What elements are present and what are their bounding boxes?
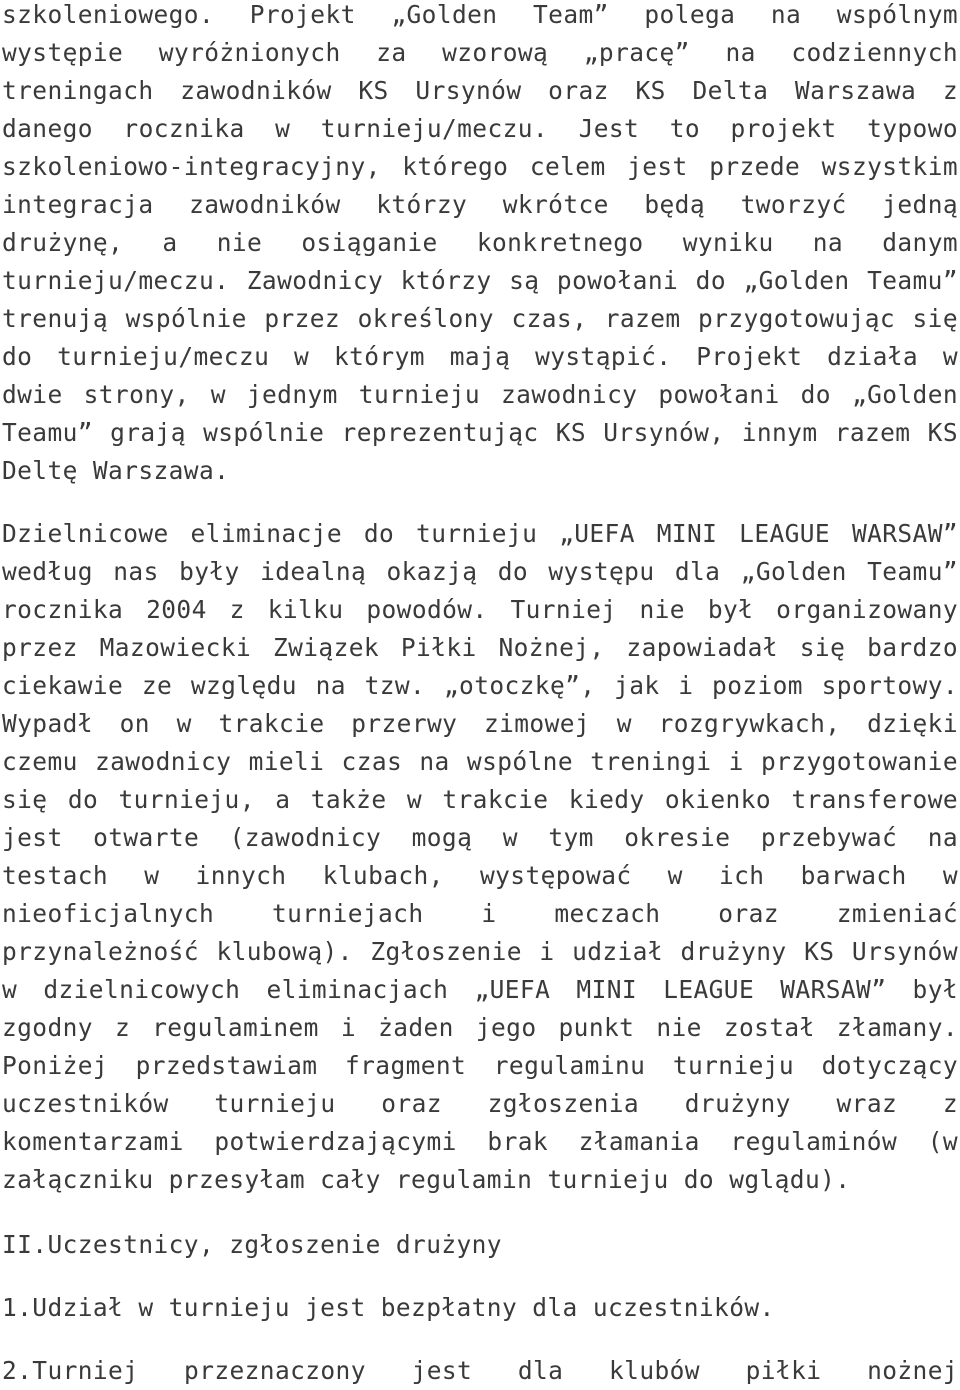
text-line: Teamu” grają wspólnie reprezentując KS Ursynów, innym razem KS <box>2 418 958 447</box>
text-line: komentarzami potwierdzającymi brak złamania regulaminów (w <box>2 1127 958 1156</box>
text-line: ciekawie ze względu na tzw. „otoczkę”, jak i poziom sportowy. <box>2 671 958 700</box>
text-line: testach w innych klubach, występować w ich barwach w <box>2 861 958 890</box>
paragraph-uefa-mini-league <box>2 515 958 1199</box>
text-line: według nas były idealną okazją do występu dla „Golden Teamu” <box>2 557 958 586</box>
text-line: trenują wspólnie przez określony czas, razem przygotowując się <box>2 304 958 333</box>
text-line: dwie strony, w jednym turnieju zawodnicy powołani do „Golden <box>2 380 958 409</box>
text-line: szkoleniowo-integracyjny, którego celem jest przede wszystkim <box>2 152 958 181</box>
text-line: się do turnieju, a także w trakcie kiedy okienko transferowe <box>2 785 958 814</box>
text-line: drużynę, a nie osiąganie konkretnego wyniku na danym <box>2 228 958 257</box>
list-item-2 <box>2 1352 958 1390</box>
text-line: w dzielnicowych eliminacjach „UEFA MINI LEAGUE WARSAW” był <box>2 975 958 1004</box>
text-line: Dzielnicowe eliminacje do turnieju „UEFA MINI LEAGUE WARSAW” <box>2 519 958 548</box>
text-line: integracja zawodników którzy wkrótce będą tworzyć jedną <box>2 190 958 219</box>
text-line: występie wyróżnionych za wzorową „pracę” na codziennych <box>2 38 958 67</box>
text-line: Wypadł on w trakcie przerwy zimowej w rozgrywkach, dzięki <box>2 709 958 738</box>
text-line: treningach zawodników KS Ursynów oraz KS Delta Warszawa z <box>2 76 958 105</box>
text-line: do turnieju/meczu w którym mają wystąpić. Projekt działa w <box>2 342 958 371</box>
text-line: przynależność klubową). Zgłoszenie i udział drużyny KS Ursynów <box>2 937 958 966</box>
paragraph-golden-team <box>2 0 958 490</box>
text-line: załączniku przesyłam cały regulamin turnieju do wglądu). <box>2 1165 851 1194</box>
text-line: szkoleniowego. Projekt „Golden Team” polega na wspólnym <box>2 0 958 29</box>
text-line: Poniżej przedstawiam fragment regulaminu turnieju dotyczący <box>2 1051 958 1080</box>
text-line: turnieju/meczu. Zawodnicy którzy są powołani do „Golden Teamu” <box>2 266 958 295</box>
text-line: uczestników turnieju oraz zgłoszenia drużyny wraz z <box>2 1089 958 1118</box>
list-item-text: 1.Udział w turnieju jest bezpłatny dla uczestników. <box>2 1293 775 1322</box>
section-heading <box>2 1226 958 1264</box>
text-line: przez Mazowiecki Związek Piłki Nożnej, zapowiadał się bardzo <box>2 633 958 662</box>
text-line: rocznika 2004 z kilku powodów. Turniej nie był organizowany <box>2 595 958 624</box>
text-line: nieoficjalnych turniejach i meczach oraz zmieniać <box>2 899 958 928</box>
text-line: jest otwarte (zawodnicy mogą w tym okresie przebywać na <box>2 823 958 852</box>
text-line: danego rocznika w turnieju/meczu. Jest to projekt typowo <box>2 114 958 143</box>
text-line: zgodny z regulaminem i żaden jego punkt nie został złamany. <box>2 1013 958 1042</box>
list-item-1 <box>2 1289 958 1327</box>
heading-participants: II.Uczestnicy, zgłoszenie drużyny <box>2 1230 502 1259</box>
list-item-text: 2.Turniej przeznaczony jest dla klubów piłki nożnej <box>2 1356 958 1385</box>
text-line: Deltę Warszawa. <box>2 456 230 485</box>
text-line: czemu zawodnicy mieli czas na wspólne treningi i przygotowanie <box>2 747 958 776</box>
